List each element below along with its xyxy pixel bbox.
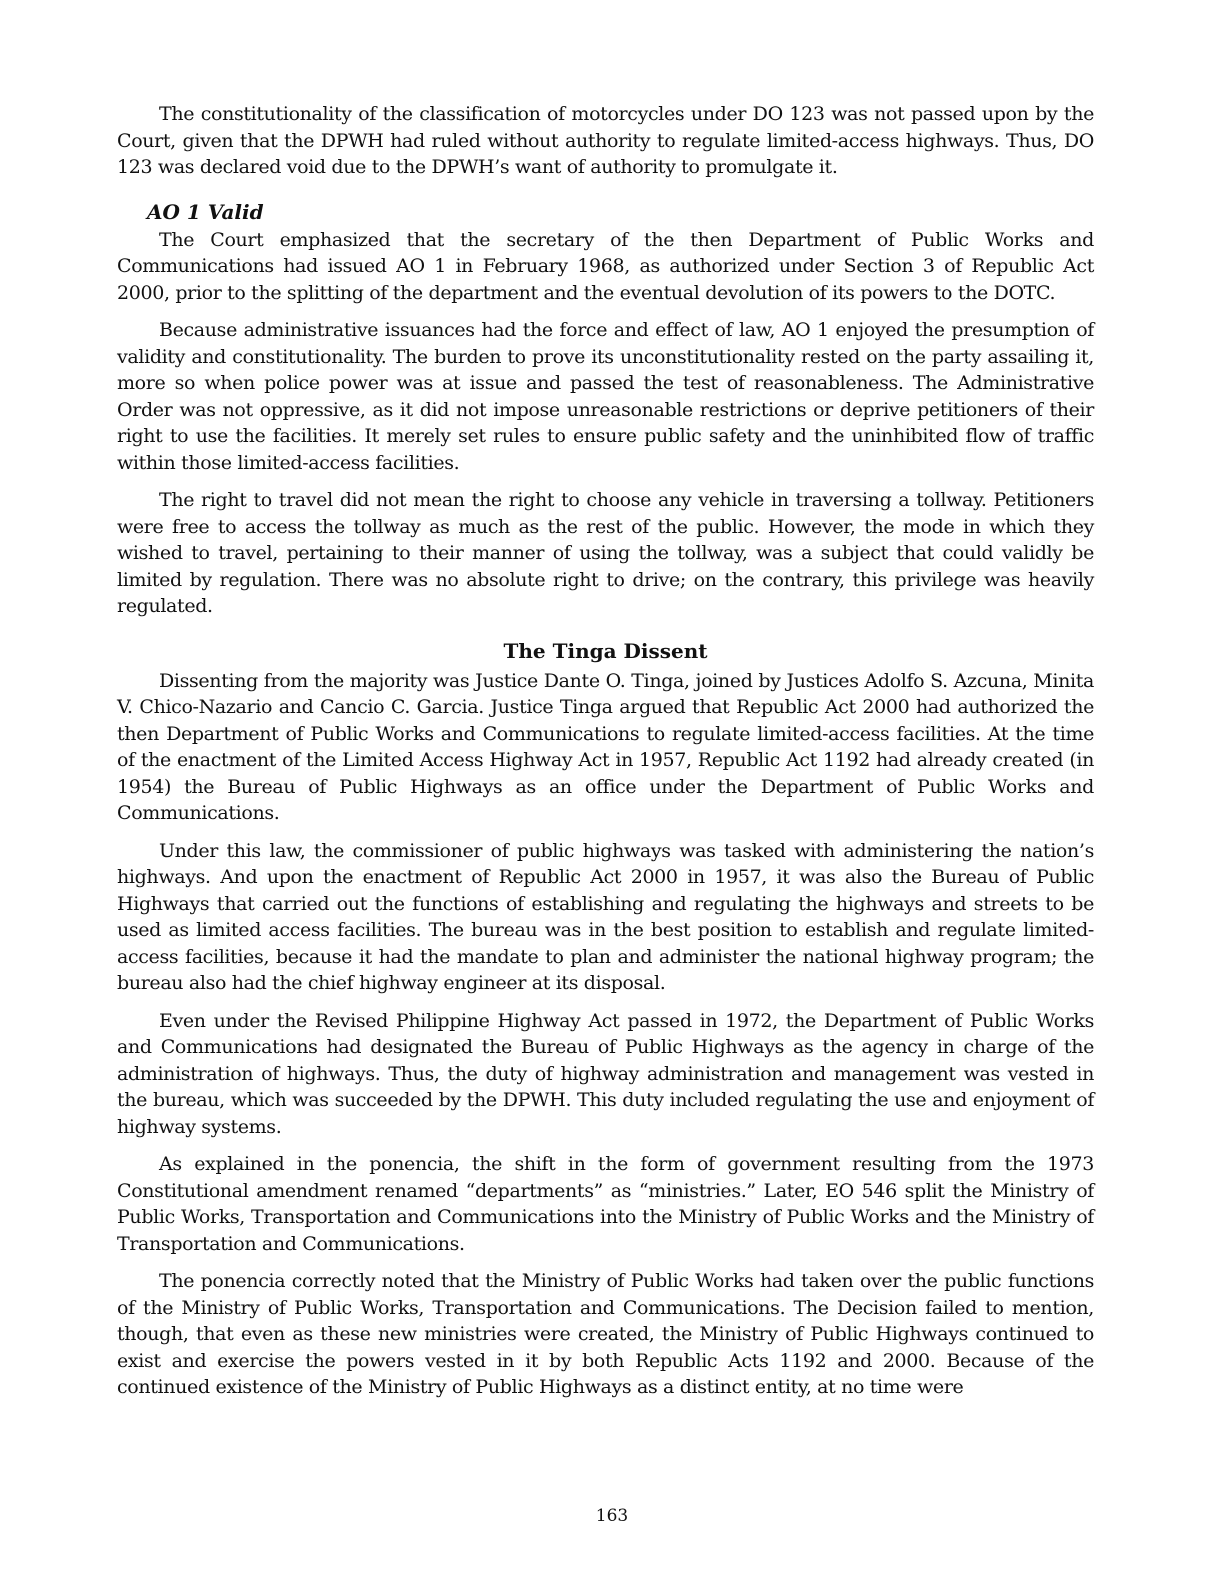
subheading-ao1-valid: AO 1 Valid (147, 199, 264, 224)
section-title-tinga-dissent: The Tinga Dissent (503, 638, 708, 663)
paragraph-ao1-issuance: The Court emphasized that the secretary of the then Department of Public Works and Communications had issued AO 1 in February 1968, as authorized under Section 3 of Republic Act 2000, prior to the splitting of the department and the eventual devolution of its powers to the DOTC. (117, 228, 1094, 304)
paragraph-commissioner: Under this law, the commissioner of public highways was tasked with administering the nation’s highways. And upon the enactment of Republic Act 2000 in 1957, it was also the Bureau of Public Highways that carried out the functions of establishing and regulating the highways and streets to be used as limited access facilities. The bureau was in the best position to establish and regulate limited-access facilities, because it had the mandate to plan and administer the national highway program; the bureau also had the chief highway engineer at its disposal. (117, 839, 1094, 994)
page-number: 163 (595, 1506, 629, 1526)
paragraph-revised-highway-act: Even under the Revised Philippine Highway Act passed in 1972, the Department of Public Works and Communications had designated the Bureau of Public Highways as the agency in charge of the administration of highways. Thus, the duty of highway administration and management was vested in the bureau, which was succeeded by the DPWH. This duty included regulating the use and enjoyment of highway systems. (117, 1009, 1094, 1138)
document-page (117, 101, 1094, 1412)
paragraph-right-to-travel: The right to travel did not mean the right to choose any vehicle in traversing a tollway. Petitioners were free to access the tollway as much as the rest of the public. However, the mode in which they wished to travel, pertaining to their manner of using the tollway, was a subject that could validly be limited by regulation. There was no absolute right to drive; on the contrary, this privilege was heavily regulated. (117, 489, 1094, 617)
paragraph-dissent-intro: Dissenting from the majority was Justice Dante O. Tinga, joined by Justices Adolfo S. Azcuna, Minita V. Chico-Nazario and Cancio C. Garcia. Justice Tinga argued that Republic Act 2000 had authorized the then Department of Public Works and Communications to regulate limited-access facilities. At the time of the enactment of the Limited Access Highway Act in 1957, Republic Act 1192 had already created (in 1954) the Bureau of Public Highways as an office under the Department of Public Works and Communications. (117, 669, 1094, 824)
paragraph-do123-constitutionality: The constitutionality of the classification of motorcycles under DO 123 was not passed upon by the Court, given that the DPWH had ruled without authority to regulate limited-access highways. Thus, DO 123 was declared void due to the DPWH’s want of authority to promulgate it. (117, 103, 1094, 178)
paragraph-ministry-public-highways: The ponencia correctly noted that the Ministry of Public Works had taken over the public functions of the Ministry of Public Works, Transportation and Communications. The Decision failed to mention, though, that even as these new ministries were created, the Ministry of Public Highways continued to exist and exercise the powers vested in it by both Republic Acts 1192 and 2000. Because of the continued existence of the Ministry of Public Highways as a distinct entity, at no time were (117, 1270, 1094, 1398)
paragraph-ao1-presumption: Because administrative issuances had the force and effect of law, AO 1 enjoyed the presumption of validity and constitutionality. The burden to prove its unconstitutionality rested on the party assailing it, more so when police power was at issue and passed the test of reasonableness. The Administrative Order was not oppressive, as it did not impose unreasonable restrictions or deprive petitioners of their right to use the facilities. It merely set rules to ensure public safety and the uninhibited flow of traffic within those limited-access facilities. (117, 319, 1094, 474)
paragraph-ponencia-ministries: As explained in the ponencia, the shift in the form of government resulting from the 1973 Constitutional amendment renamed “departments” as “ministries.” Later, EO 546 split the Ministry of Public Works, Transportation and Communications into the Ministry of Public Works and the Ministry of Transportation and Communications. (117, 1153, 1094, 1255)
